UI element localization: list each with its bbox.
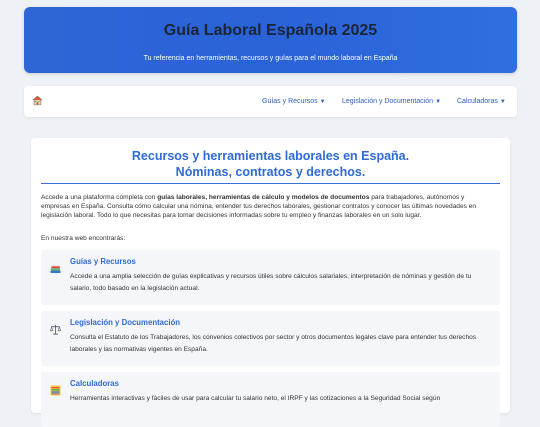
page-title-line1: Recursos y herramientas laborales en España.	[132, 149, 409, 163]
scales-icon	[50, 324, 61, 335]
feature-text-guias: Accede a una amplia selección de guías explicativas y recursos útiles sobre cálculos salariales, interpretación de nóminas y gestión de tu salario, todo basado en la legislación actual.	[70, 271, 488, 294]
main-navigation	[24, 86, 517, 117]
intro-text-bold: guías laborales, herramientas de cálculo y modelos de documentos	[157, 194, 369, 201]
abacus-icon	[50, 385, 61, 396]
feature-title-guias[interactable]: Guías y Recursos	[70, 257, 136, 266]
nav-legislacion[interactable]	[342, 98, 441, 105]
books-icon	[50, 263, 61, 274]
chevron-down-icon: ▼	[435, 99, 441, 105]
nav-calculadoras[interactable]	[457, 98, 506, 105]
features-lead: En nuestra web encontrarás:	[41, 235, 125, 242]
feature-card-legislacion[interactable]	[41, 311, 500, 366]
title-divider	[41, 183, 500, 184]
site-subtitle: Tu referencia en herramientas, recursos y guías para el mundo laboral en España	[24, 55, 517, 62]
intro-paragraph	[41, 193, 493, 221]
site-title: Guía Laboral Española 2025	[24, 22, 517, 40]
nav-legislacion-label: Legislación y Documentación	[342, 98, 433, 105]
page-title	[31, 148, 510, 180]
home-icon[interactable]	[32, 95, 43, 106]
nav-calculadoras-label: Calculadoras	[457, 98, 498, 105]
intro-text-start: Accede a una plataforma completa con	[41, 194, 157, 201]
nav-guias-recursos[interactable]	[262, 98, 326, 105]
intro-text-end: para trabajadores, autónomos y empresas en España. Consulta cómo calcular una nómina, entender tus derechos laborales, gestionar contratos y conocer las últimas novedades en legislación laboral. Todo lo que necesitas para tomar decisiones informadas sobre tu empleo y finanzas laborales en un solo lugar.	[41, 194, 476, 219]
feature-card-calculadoras[interactable]	[41, 372, 500, 427]
nav-guias-recursos-label: Guías y Recursos	[262, 98, 318, 105]
feature-text-legislacion: Consulta el Estatuto de los Trabajadores, los convenios colectivos por sector y otros documentos legales clave para entender tus derechos laborales y las normativas vigentes en España.	[70, 332, 488, 355]
chevron-down-icon: ▼	[320, 99, 326, 105]
feature-title-legislacion[interactable]: Legislación y Documentación	[70, 318, 180, 327]
feature-card-guias[interactable]	[41, 250, 500, 305]
feature-title-calculadoras[interactable]: Calculadoras	[70, 379, 119, 388]
feature-text-calculadoras: Herramientas interactivas y fáciles de usar para calcular tu salario neto, el IRPF y las cotizaciones a la Seguridad Social según	[70, 393, 488, 405]
site-header	[24, 7, 517, 73]
main-content	[31, 138, 510, 413]
chevron-down-icon: ▼	[500, 99, 506, 105]
page-title-line2: Nóminas, contratos y derechos.	[176, 165, 366, 179]
